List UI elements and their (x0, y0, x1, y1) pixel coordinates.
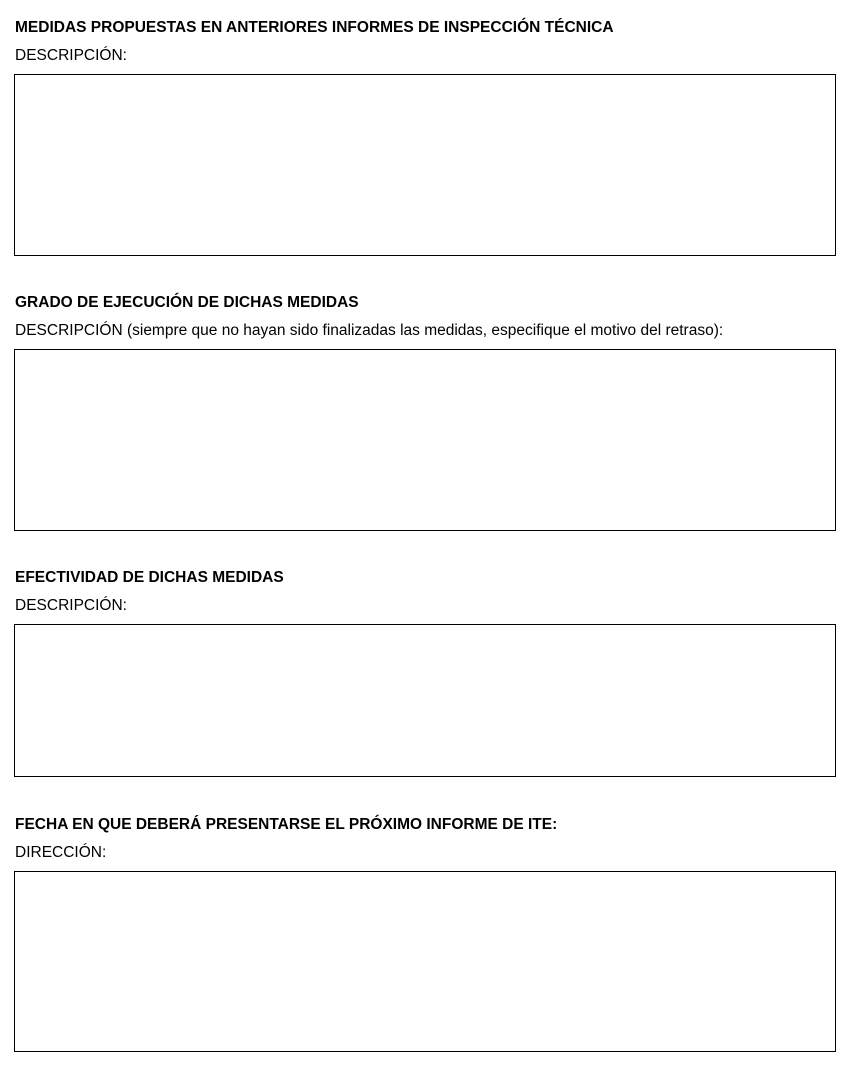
direccion-field[interactable] (14, 871, 836, 1052)
section-title-fecha-proximo-informe: FECHA EN QUE DEBERÁ PRESENTARSE EL PRÓXIMO INFORME DE ITE: (15, 816, 558, 833)
grado-ejecucion-field[interactable] (14, 349, 836, 531)
section-label-descripcion-retraso: DESCRIPCIÓN (siempre que no hayan sido finalizadas las medidas, especifique el motivo del retraso): (15, 322, 724, 339)
efectividad-field[interactable] (14, 624, 836, 777)
section-title-grado-ejecucion: GRADO DE EJECUCIÓN DE DICHAS MEDIDAS (15, 294, 359, 311)
medidas-propuestas-field[interactable] (14, 74, 836, 256)
section-label-descripcion-efectividad: DESCRIPCIÓN: (15, 597, 127, 614)
section-title-efectividad: EFECTIVIDAD DE DICHAS MEDIDAS (15, 569, 284, 586)
section-title-medidas-propuestas: MEDIDAS PROPUESTAS EN ANTERIORES INFORMES DE INSPECCIÓN TÉCNICA (15, 19, 614, 36)
section-label-direccion: DIRECCIÓN: (15, 844, 107, 861)
section-label-descripcion: DESCRIPCIÓN: (15, 47, 127, 64)
